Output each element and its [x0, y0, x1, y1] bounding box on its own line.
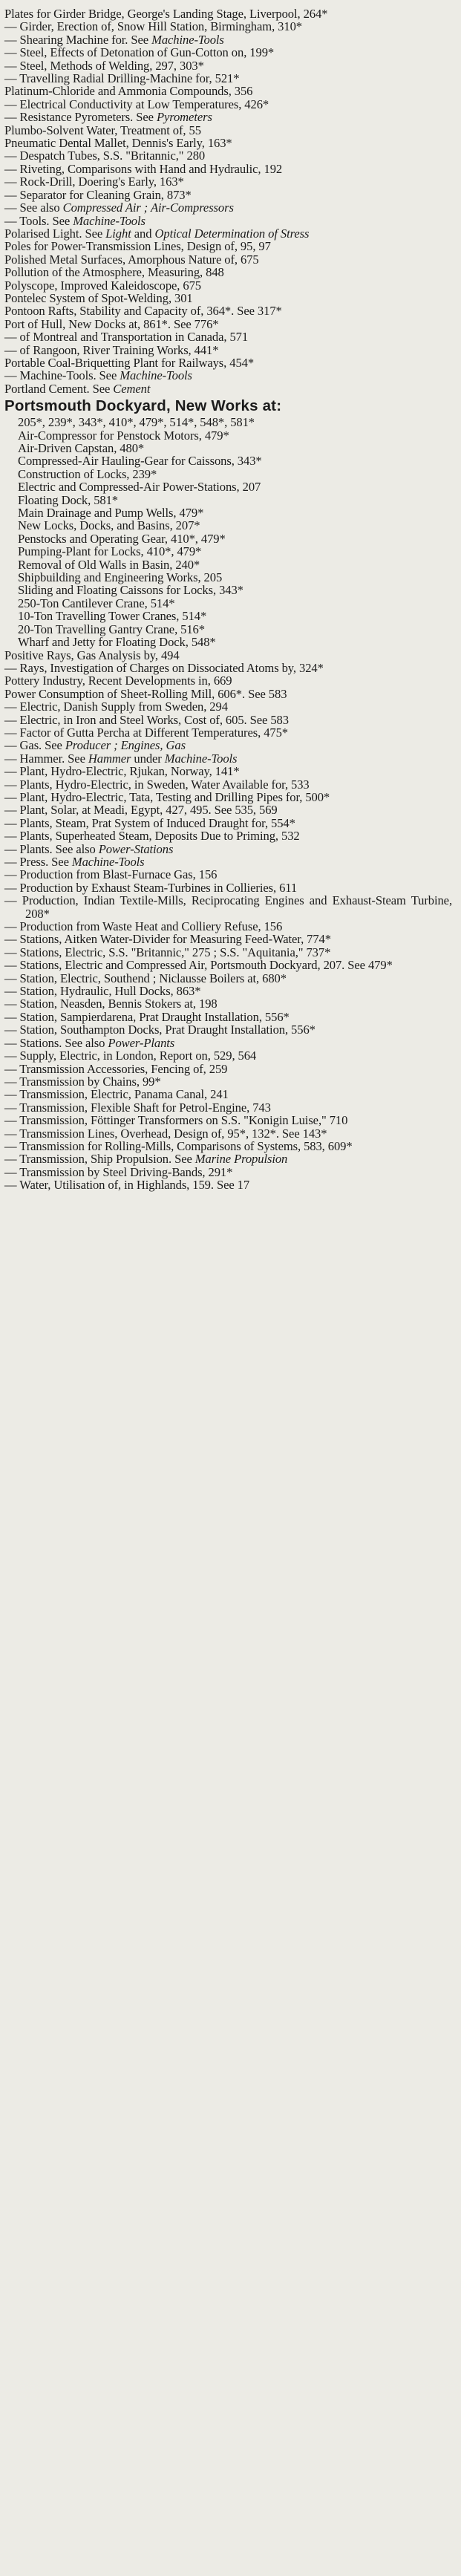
index-entry — [4, 215, 452, 227]
entry-text: — Despatch Tubes, S.S. "Britannic," 280 — [4, 149, 206, 163]
index-subentry — [4, 558, 452, 571]
index-entry — [4, 369, 452, 382]
index-subentry — [4, 545, 452, 558]
entry-text: under — [131, 751, 165, 766]
index-subentry — [4, 610, 452, 622]
index-subentry — [4, 442, 452, 454]
entry-text: — Electric, Danish Supply from Sweden, 294 — [4, 700, 228, 714]
index-entry — [4, 7, 452, 20]
cross-reference-text: Cement — [113, 381, 151, 396]
index-entry — [4, 855, 452, 868]
entry-text: Air-Driven Capstan, 480* — [18, 441, 145, 455]
entry-text: 250-Ton Cantilever Crane, 514* — [18, 596, 175, 610]
index-entry — [4, 946, 452, 959]
index-entry — [4, 1011, 452, 1023]
index-entry — [4, 817, 452, 829]
index-entry — [4, 33, 452, 46]
index-entry — [4, 318, 452, 330]
entry-text: Wharf and Jetty for Floating Dock, 548* — [18, 635, 216, 650]
entry-text: — Station, Southampton Docks, Prat Draught Installation, 556* — [4, 1023, 315, 1037]
index-subentry — [4, 597, 452, 610]
index-entry — [4, 1166, 452, 1178]
index-entry — [4, 803, 452, 816]
cross-reference-text: Power-Stations — [98, 841, 174, 856]
entry-text: — Resistance Pyrometers. See — [4, 110, 157, 125]
entry-text: — Riveting, Comparisons with Hand and Hydraulic, 192 — [4, 161, 283, 176]
index-entry — [4, 959, 452, 971]
entry-text: — Shearing Machine for. See — [4, 32, 152, 47]
index-subentry — [4, 416, 452, 428]
entry-text: Plumbo-Solvent Water, Treatment of, 55 — [4, 123, 201, 137]
entry-text: Poles for Power-Transmission Lines, Design of, 95, 97 — [4, 239, 271, 254]
entry-text: — Plants. See also — [4, 841, 99, 856]
cross-reference-text: Producer ; Engines, Gas — [65, 738, 186, 753]
index-entry — [4, 674, 452, 687]
index-entry — [4, 868, 452, 881]
index-entry — [4, 72, 452, 85]
index-entry — [4, 344, 452, 356]
entry-text: Pneumatic Dental Mallet, Dennis's Early, 163* — [4, 136, 232, 151]
entry-text: Portsmouth Dockyard, New Works at: — [4, 397, 282, 415]
entry-text: — Transmission, Föttinger Transformers on S.S. "Konigin Luise," 710 — [4, 1113, 348, 1128]
entry-text: — Separator for Cleaning Grain, 873* — [4, 187, 192, 202]
entry-text: — Transmission by Chains, 99* — [4, 1074, 161, 1089]
index-entry — [4, 98, 452, 111]
entry-text: — Plants, Hydro-Electric, in Sweden, Water Available for, 533 — [4, 777, 310, 792]
entry-text: Electric and Compressed-Air Power-Stations, 207 — [18, 480, 261, 495]
entry-text: — Transmission, Flexible Shaft for Petrol-Engine, 743 — [4, 1100, 271, 1115]
index-entry — [4, 124, 452, 137]
index-entry — [4, 1023, 452, 1036]
index-entry — [4, 266, 452, 278]
entry-text: Sliding and Floating Caissons for Locks, 343* — [18, 583, 243, 598]
index-entry — [4, 791, 452, 803]
index-entry — [4, 881, 452, 894]
index-entry — [4, 279, 452, 292]
entry-text: — Transmission Lines, Overhead, Design of, 95*, 132*. See 143* — [4, 1126, 327, 1141]
entry-text: Portland Cement. See — [4, 381, 114, 396]
entry-text: — of Rangoon, River Training Works, 441* — [4, 342, 219, 357]
entry-text: — Rays, Investigation of Charges on Dissociated Atoms by, 324* — [4, 660, 324, 675]
entry-text: — Station, Neasden, Bennis Stokers at, 198 — [4, 997, 218, 1011]
entry-text: — Plant, Solar, at Meadi, Egypt, 427, 495. See 535, 569 — [4, 803, 278, 818]
index-entry — [4, 752, 452, 765]
entry-text: Pumping-Plant for Locks, 410*, 479* — [18, 544, 202, 559]
entry-text: Compressed-Air Hauling-Gear for Caissons, 343* — [18, 454, 262, 469]
entry-text: Penstocks and Operating Gear, 410*, 479* — [18, 531, 226, 546]
entry-text: — Tools. See — [4, 213, 73, 228]
index-entry — [4, 1127, 452, 1140]
entry-text: Pottery Industry, Recent Developments in, 669 — [4, 674, 232, 688]
index-entry — [4, 304, 452, 317]
entry-text: Polished Metal Surfaces, Amorphous Nature of, 675 — [4, 252, 259, 267]
index-entry — [4, 649, 452, 662]
index-subentry — [4, 454, 452, 467]
index-entry — [4, 843, 452, 855]
index-entry — [4, 1152, 452, 1165]
cross-reference-text: Optical Determination of Stress — [154, 226, 310, 241]
entry-text: Pontelec System of Spot-Welding, 301 — [4, 290, 193, 305]
cross-reference-text: Pyrometers — [156, 110, 212, 125]
entry-text: — Station, Hydraulic, Hull Docks, 863* — [4, 984, 201, 999]
index-entry — [4, 253, 452, 266]
entry-text: — Plant, Hydro-Electric, Tata, Testing and Drilling Pipes for, 500* — [4, 789, 330, 804]
entry-text: and — [131, 226, 155, 241]
index-entry — [4, 829, 452, 842]
index-entry — [4, 1101, 452, 1114]
index-entry — [4, 1178, 452, 1191]
index-entry — [4, 765, 452, 777]
entry-text: — See also — [4, 200, 63, 215]
index-entry — [4, 739, 452, 751]
entry-text: — Stations, Electric, S.S. "Britannic," 275 ; S.S. "Aquitania," 737* — [4, 945, 331, 959]
index-subentry — [4, 571, 452, 584]
entry-text: — Production by Exhaust Steam-Turbines in Collieries, 611 — [4, 880, 298, 895]
index-entry — [4, 726, 452, 739]
index-subentry — [4, 468, 452, 480]
cross-reference-text: Machine-Tools — [164, 751, 238, 766]
cross-reference-text: Light — [105, 226, 131, 241]
entry-text: — Production from Waste Heat and Colliery Refuse, 156 — [4, 919, 283, 934]
entry-text: Port of Hull, New Docks at, 861*. See 776* — [4, 316, 219, 331]
cross-reference-text: Machine-Tools — [71, 855, 145, 869]
entry-text: — Transmission, Electric, Panama Canal, 241 — [4, 1087, 229, 1102]
index-entry — [4, 662, 452, 674]
index-entry — [4, 382, 452, 395]
index-subentry — [4, 519, 452, 532]
index-entry — [4, 356, 452, 369]
entry-text: — Stations, Electric and Compressed Air, Portsmouth Dockyard, 207. See 479* — [4, 958, 393, 973]
index-entry — [4, 1075, 452, 1088]
entry-text: — Steel, Effects of Detonation of Gun-Cotton on, 199* — [4, 45, 275, 60]
index-entry — [4, 330, 452, 343]
index-entry — [4, 46, 452, 59]
entry-text: Polyscope, Improved Kaleidoscope, 675 — [4, 278, 201, 293]
entry-text: 205*, 239*, 343*, 410*, 479*, 514*, 548*, 581* — [18, 415, 255, 430]
entry-text: — Stations, Aitken Water-Divider for Measuring Feed-Water, 774* — [4, 932, 331, 947]
index-subentry — [4, 532, 452, 545]
index-entry — [4, 700, 452, 713]
entry-text: — Machine-Tools. See — [4, 368, 120, 383]
entry-text: — Supply, Electric, in London, Report on, 529, 564 — [4, 1049, 257, 1063]
entry-text: Pollution of the Atmosphere, Measuring, 848 — [4, 265, 224, 280]
index-entry — [4, 972, 452, 985]
index-entry — [4, 240, 452, 252]
entry-text: — Rock-Drill, Doering's Early, 163* — [4, 175, 184, 189]
index-entry — [4, 227, 452, 240]
index-entry — [4, 778, 452, 791]
index-entry — [4, 175, 452, 188]
entry-text: — Transmission by Steel Driving-Bands, 291* — [4, 1164, 233, 1179]
index-entry — [4, 292, 452, 304]
index-entry — [4, 933, 452, 945]
entry-text: — Girder, Erection of, Snow Hill Station, Birmingham, 310* — [4, 19, 302, 34]
entry-text: Positive Rays, Gas Analysis by, 494 — [4, 648, 180, 662]
index-entry — [4, 20, 452, 33]
cross-reference-text: Machine-Tools — [120, 368, 192, 383]
entry-text: — Production from Blast-Furnace Gas, 156 — [4, 867, 218, 882]
entry-text: — Stations. See also — [4, 1035, 108, 1050]
entry-text: Platinum-Chloride and Ammonia Compounds, 356 — [4, 84, 253, 99]
index-entry-list — [4, 7, 452, 1192]
index-entry — [4, 201, 452, 214]
index-subentry — [4, 480, 452, 493]
section-heading — [4, 397, 452, 415]
entry-text: 10-Ton Travelling Tower Cranes, 514* — [18, 609, 207, 624]
index-subentry — [4, 584, 452, 596]
entry-text: — Plants, Steam, Prat System of Induced Draught for, 554* — [4, 815, 295, 830]
index-entry — [4, 894, 452, 920]
entry-text: — Production, Indian Textile-Mills, Reciprocating Engines and Exhaust-Steam Turbine, 208* — [4, 893, 452, 921]
entry-text: Construction of Locks, 239* — [18, 466, 157, 481]
entry-text: Shipbuilding and Engineering Works, 205 — [18, 570, 223, 585]
index-entry — [4, 1114, 452, 1126]
index-subentry — [4, 636, 452, 648]
entry-text: — Electric, in Iron and Steel Works, Cost of, 605. See 583 — [4, 712, 289, 727]
entry-text: Main Drainage and Pump Wells, 479* — [18, 506, 204, 521]
cross-reference-text: Hammer — [88, 751, 131, 766]
cross-reference-text: Machine-Tools — [151, 32, 224, 47]
cross-reference-text: Marine Propulsion — [194, 1152, 288, 1167]
cross-reference-text: Power-Plants — [108, 1035, 175, 1050]
index-entry — [4, 59, 452, 72]
entry-text: — Station, Electric, Southend ; Niclausse Boilers at, 680* — [4, 971, 287, 985]
entry-text: — Plants, Superheated Steam, Deposits Due to Priming, 532 — [4, 829, 300, 844]
entry-text: — Hammer. See — [4, 751, 88, 766]
index-subentry — [4, 494, 452, 506]
entry-text: — Electrical Conductivity at Low Temperatures, 426* — [4, 97, 269, 111]
entry-text: — Water, Utilisation of, in Highlands, 159. See 17 — [4, 1178, 250, 1193]
index-subentry — [4, 623, 452, 636]
index-subentry — [4, 506, 452, 519]
index-entry — [4, 1140, 452, 1152]
entry-text: — Station, Sampierdarena, Prat Draught Installation, 556* — [4, 1009, 290, 1024]
index-entry — [4, 1063, 452, 1075]
index-entry — [4, 1049, 452, 1062]
entry-text: — Plant, Hydro-Electric, Rjukan, Norway, 141* — [4, 764, 240, 779]
entry-text: New Locks, Docks, and Basins, 207* — [18, 518, 200, 533]
index-subentry — [4, 429, 452, 442]
entry-text: 20-Ton Travelling Gantry Crane, 516* — [18, 622, 205, 636]
index-entry — [4, 997, 452, 1010]
index-entry — [4, 149, 452, 162]
cross-reference-text: Machine-Tools — [73, 213, 146, 228]
entry-text: — Travelling Radial Drilling-Machine for, 521* — [4, 71, 240, 86]
index-entry — [4, 137, 452, 149]
entry-text: Portable Coal-Briquetting Plant for Railways, 454* — [4, 355, 255, 370]
entry-text: — Transmission Accessories, Fencing of, 259 — [4, 1061, 228, 1076]
entry-text: Floating Dock, 581* — [18, 492, 118, 507]
entry-text: — Transmission for Rolling-Mills, Comparisons of Systems, 583, 609* — [4, 1138, 353, 1153]
index-entry — [4, 688, 452, 700]
index-entry — [4, 189, 452, 201]
index-entry — [4, 985, 452, 997]
entry-text: Power Consumption of Sheet-Rolling Mill, 606*. See 583 — [4, 686, 287, 701]
entry-text: — Gas. See — [4, 738, 65, 753]
index-entry — [4, 714, 452, 726]
entry-text: Polarised Light. See — [4, 226, 106, 241]
index-entry — [4, 111, 452, 123]
cross-reference-text: Compressed Air ; Air-Compressors — [62, 200, 234, 215]
entry-text: — Factor of Gutta Percha at Different Temperatures, 475* — [4, 725, 288, 740]
entry-text: — of Montreal and Transportation in Canada, 571 — [4, 330, 249, 345]
entry-text: Air-Compressor for Penstock Motors, 479* — [18, 428, 229, 443]
index-entry — [4, 1037, 452, 1049]
entry-text: — Press. See — [4, 855, 72, 869]
index-entry — [4, 1088, 452, 1100]
entry-text: — Steel, Methods of Welding, 297, 303* — [4, 58, 204, 73]
entry-text: Removal of Old Walls in Basin, 240* — [18, 557, 200, 572]
entry-text: Pontoon Rafts, Stability and Capacity of, 364*. See 317* — [4, 304, 282, 319]
index-entry — [4, 920, 452, 933]
entry-text: Plates for Girder Bridge, George's Landing Stage, Liverpool, 264* — [4, 7, 328, 21]
index-entry — [4, 85, 452, 97]
entry-text: — Transmission, Ship Propulsion. See — [4, 1152, 195, 1167]
index-entry — [4, 163, 452, 175]
